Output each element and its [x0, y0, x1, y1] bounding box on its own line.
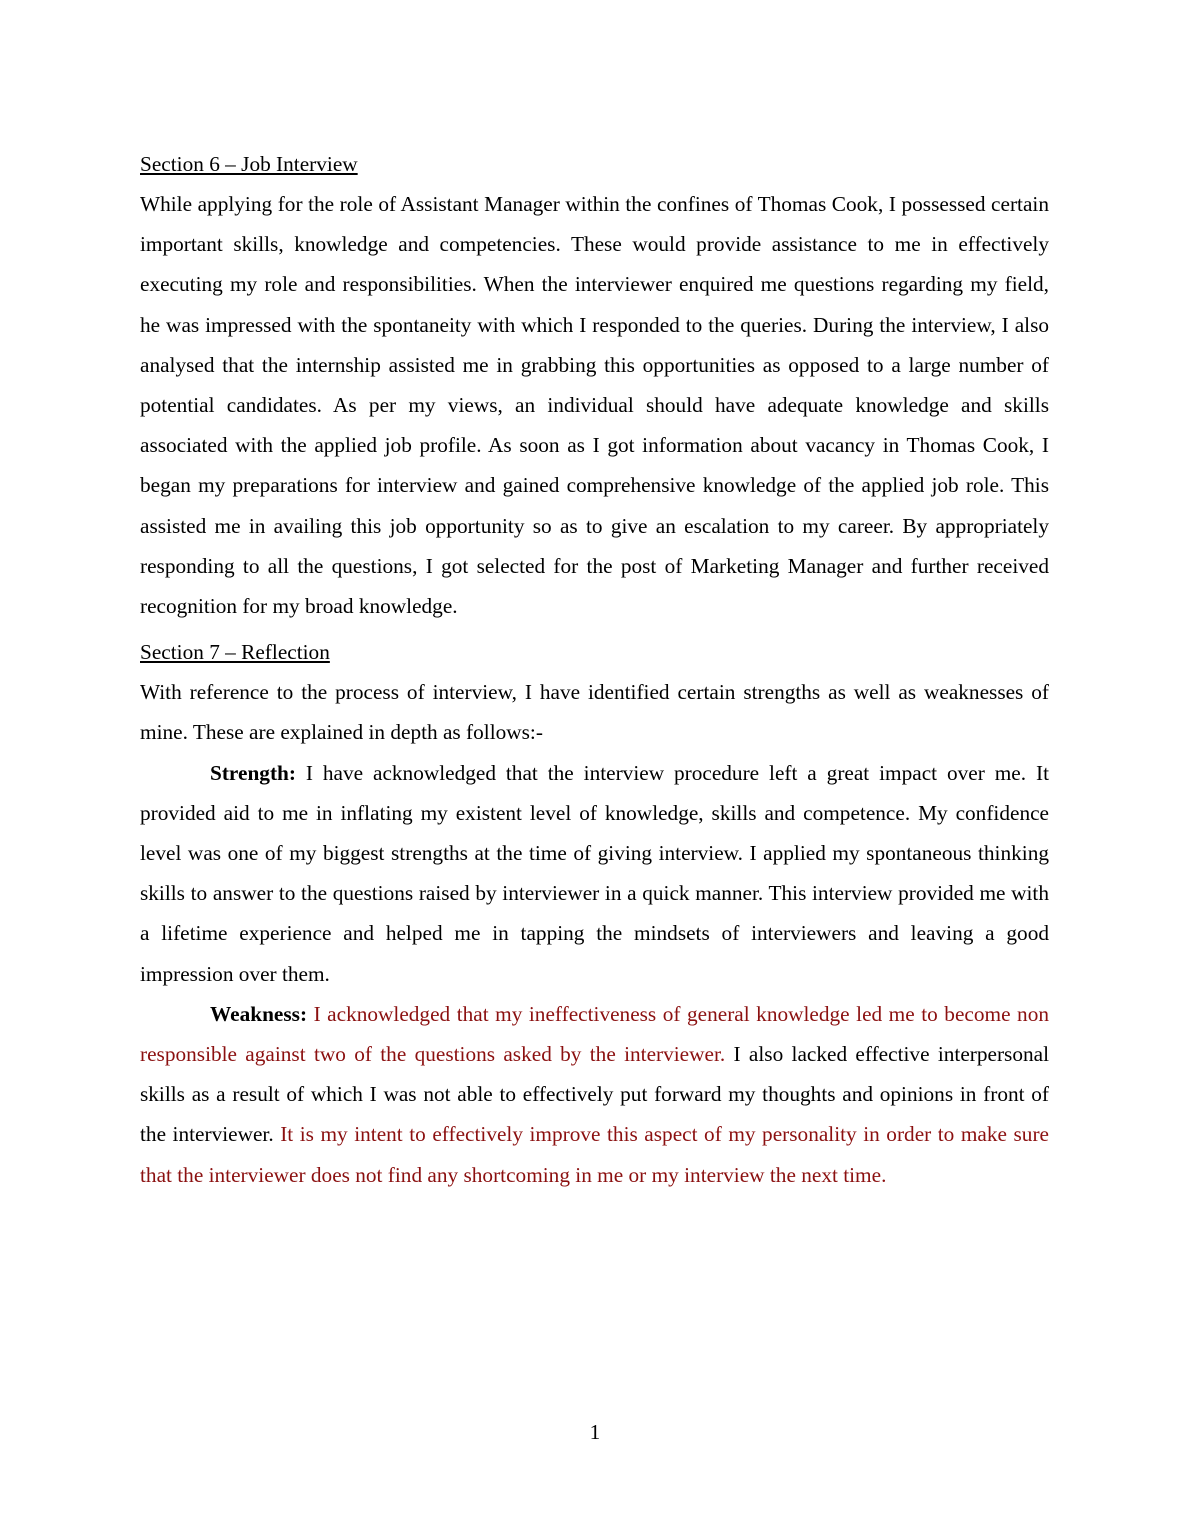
page-content	[140, 148, 1049, 1195]
strength-label: Strength:	[210, 760, 296, 785]
strength-paragraph	[140, 753, 1049, 994]
page-number: 1	[589, 1420, 601, 1444]
section-6-paragraph: While applying for the role of Assistant Manager within the confines of Thomas Cook, I possessed certain important skills, knowledge and competencies. These would provide assistance to me in effectively executing my role and responsibilities. When the interviewer enquired me questions regarding my field, he was impressed with the spontaneity with which I responded to the queries. During the interview, I also analysed that the internship assisted me in grabbing this opportunities as opposed to a large number of potential candidates. As per my views, an individual should have adequate knowledge and skills associated with the applied job profile. As soon as I got information about vacancy in Thomas Cook, I began my preparations for interview and gained comprehensive knowledge of the applied job role. This assisted me in availing this job opportunity so as to give an escalation to my career. By appropriately responding to all the questions, I got selected for the post of Marketing Manager and further received recognition for my broad knowledge.	[140, 192, 1049, 619]
weakness-label: Weakness:	[210, 1001, 308, 1026]
strength-text: I have acknowledged that the interview procedure left a great impact over me. It provided aid to me in inflating my existent level of knowledge, skills and competence. My confidence level was one of my biggest strengths at the time of giving interview. I applied my spontaneous thinking skills to answer to the questions raised by interviewer in a quick manner. This interview provided me with a lifetime experience and helped me in tapping the mindsets of interviewers and leaving a good impression over them.	[140, 760, 1049, 986]
section-6-heading: Section 6 – Job Interview	[140, 152, 358, 176]
weakness-paragraph	[140, 994, 1049, 1195]
weakness-text: I also lacked effective interpersonal skills as a result of which I was not able to effectively put forward my thoughts and opinions in front of the interviewer.	[140, 1042, 1050, 1147]
section-7-heading: Section 7 – Reflection	[140, 640, 330, 665]
weakness-highlight-2: It is my intent to effectively improve this aspect of my personality in order to make sure that the interviewer does not find any shortcoming in me or my interview the next time.	[140, 1122, 1049, 1187]
section-7-intro: With reference to the process of interview, I have identified certain strengths as well as weaknesses of mine. These are explained in depth as follows:-	[140, 680, 1049, 745]
weakness-highlight-1: I acknowledged that my ineffectiveness of general knowledge led me to become non responsible against two of the questions asked by the interviewer.	[140, 1001, 1049, 1067]
